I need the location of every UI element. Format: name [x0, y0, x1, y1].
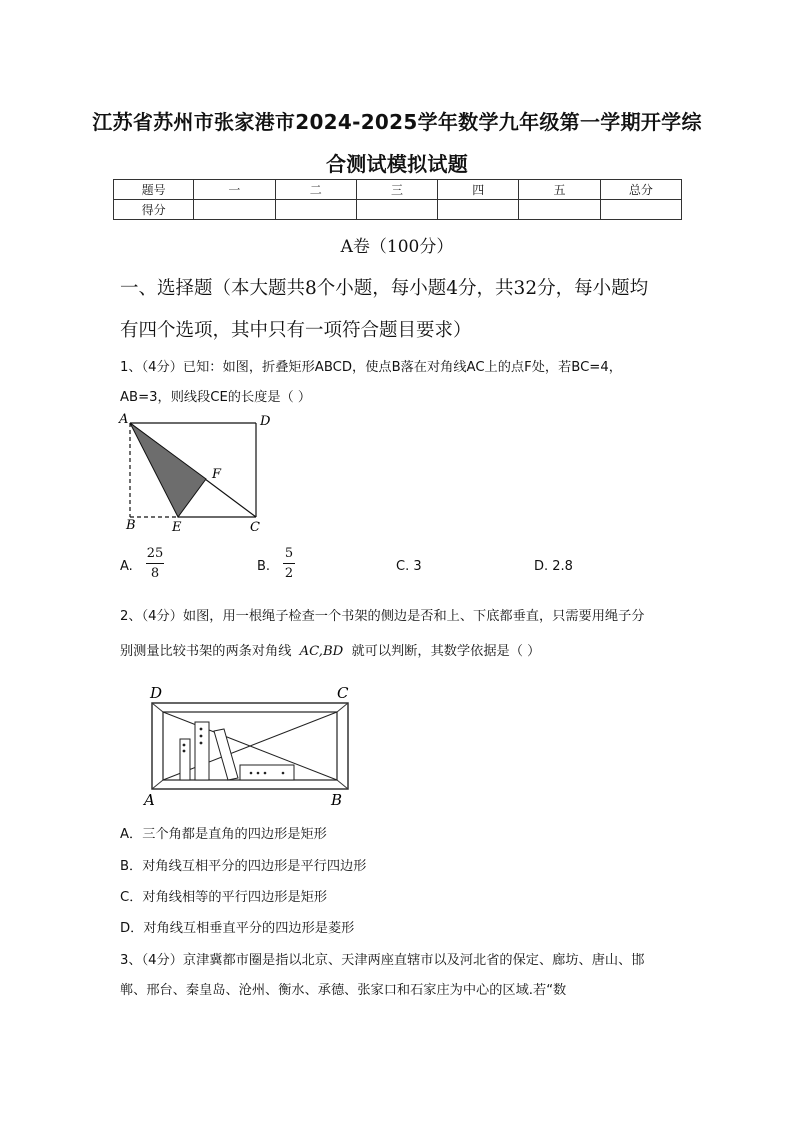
q1-label-c: C — [250, 520, 260, 535]
q1-label-d: D — [260, 414, 271, 429]
q1-line2: AB=3，则线段CE的长度是（ ） — [120, 390, 312, 405]
q2-math: AC,BD — [299, 644, 344, 659]
q1-option-a-fraction[interactable] — [146, 546, 164, 581]
q2-line2-tail: 就可以判断，其数学依据是（ ） — [351, 644, 541, 659]
q1-option-c[interactable]: C. 3 — [396, 559, 422, 574]
section-heading-line1: 一、选择题（本大题共8个小题，每小题4分，共32分，每小题均 — [120, 278, 649, 299]
table-cell[interactable] — [519, 200, 600, 220]
page-title-line2: 合测试模拟试题 — [325, 152, 469, 176]
fraction-numerator: 5 — [284, 546, 294, 561]
q1-label-a: A — [119, 412, 129, 427]
table-cell: 二 — [275, 180, 356, 200]
table-row — [114, 180, 682, 200]
table-cell: 一 — [194, 180, 275, 200]
q2-label-c: C — [337, 684, 349, 702]
q2-option-c[interactable]: C．对角线相等的平行四边形是矩形 — [120, 890, 328, 905]
fraction-numerator: 25 — [146, 546, 164, 561]
q2-bookshelf-figure — [138, 683, 363, 808]
page-title-line1: 江苏省苏州市张家港市2024-2025学年数学九年级第一学期开学综 — [92, 110, 702, 134]
q2-label-d: D — [150, 684, 163, 702]
q1-line1: 1、（4分）已知：如图，折叠矩形ABCD，使点B落在对角线AC上的点F处，若BC=4， — [120, 360, 622, 375]
fraction-bar — [283, 563, 295, 564]
score-table — [113, 179, 682, 220]
table-cell[interactable] — [438, 200, 519, 220]
q1-label-e: E — [172, 520, 182, 535]
fraction-denominator: 2 — [284, 566, 294, 581]
q1-option-a-letter[interactable]: A. — [120, 559, 133, 574]
table-cell[interactable] — [194, 200, 275, 220]
q2-line2 — [120, 640, 540, 659]
q2-option-a[interactable]: A．三个角都是直角的四边形是矩形 — [120, 827, 327, 842]
table-cell: 四 — [438, 180, 519, 200]
q1-figure — [110, 405, 290, 535]
q1-option-b-fraction[interactable] — [283, 546, 295, 581]
q2-option-d[interactable]: D．对角线互相垂直平分的四边形是菱形 — [120, 921, 355, 936]
q2-line2-text: 别测量比较书架的两条对角线 — [120, 644, 292, 659]
table-cell[interactable] — [356, 200, 437, 220]
q2-line1: 2、（4分）如图，用一根绳子检查一个书架的侧边是否和上、下底都垂直，只需要用绳子分 — [120, 609, 645, 624]
q3-line2: 郸、邢台、秦皇岛、沧州、衡水、承德、张家口和石家庄为中心的区域.若“数 — [120, 983, 567, 998]
q1-label-f: F — [212, 467, 222, 482]
q1-option-d[interactable]: D. 2.8 — [534, 559, 573, 574]
fraction-bar — [146, 563, 164, 564]
table-row — [114, 200, 682, 220]
q2-label-b: B — [331, 791, 343, 808]
table-cell[interactable] — [600, 200, 681, 220]
section-heading-line2: 有四个选项，其中只有一项符合题目要求） — [120, 320, 472, 341]
q1-label-b: B — [126, 518, 136, 533]
table-cell: 得分 — [114, 200, 194, 220]
table-cell: 题号 — [114, 180, 194, 200]
q1-option-b-letter[interactable]: B. — [257, 559, 271, 574]
q3-line1: 3、（4分）京津冀都市圈是指以北京、天津两座直辖市以及河北省的保定、廊坊、唐山、邯 — [120, 953, 645, 968]
q2-label-a: A — [144, 791, 155, 808]
section-a-title: A卷（100分） — [340, 237, 454, 257]
table-cell[interactable] — [275, 200, 356, 220]
table-cell: 三 — [356, 180, 437, 200]
table-cell: 五 — [519, 180, 600, 200]
fraction-denominator: 8 — [150, 566, 160, 581]
q2-option-b[interactable]: B．对角线互相平分的四边形是平行四边形 — [120, 859, 367, 874]
table-cell: 总分 — [600, 180, 681, 200]
